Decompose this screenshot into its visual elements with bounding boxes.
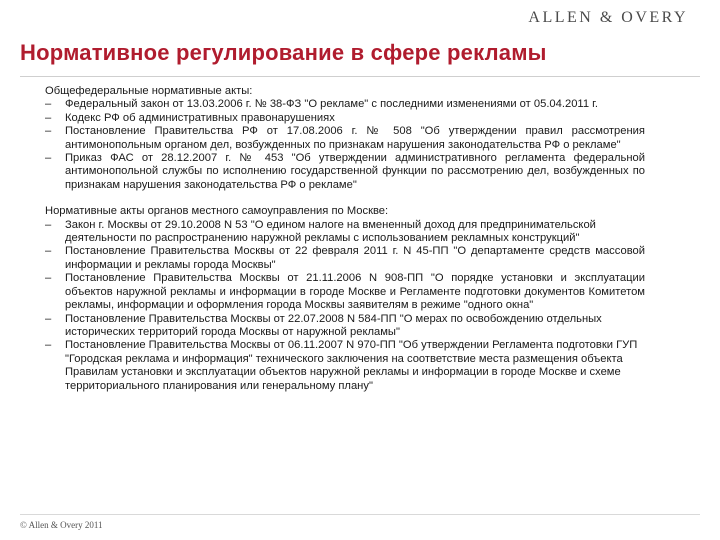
page-title: Нормативное регулирование в сфере рекламы [20,40,547,65]
footer-divider [20,514,700,515]
section-title: Общефедеральные нормативные акты: [45,85,253,97]
list-item: – Кодекс РФ об административных правонарушениях [45,112,645,125]
title-divider [20,76,700,77]
list-item: – Закон г. Москвы от 29.10.2008 N 53 "О едином налоге на вмененный доход для предпринимательской деятельности по распространению наружной рекламы с использованием рекламных конструкций" [45,219,645,246]
list-item: – Постановление Правительства РФ от 17.08.2006 г. № 508 "Об утверждении правил рассмотрения антимонопольным органом дел, возбужденных по признакам нарушения законодательства РФ о рекламе" [45,125,645,152]
list-item: – Постановление Правительства Москвы от 21.11.2006 N 908-ПП "О порядке установки и эксплуатации объектов наружной рекламы и информации в городе Москве и Регламенте подготовки документов Комитетом рекламы, информации и оформления города Москвы заявителям в режиме "одного окна" [45,272,645,312]
list-item: – Федеральный закон от 13.03.2006 г. № 38-ФЗ "О рекламе" с последними изменениями от 05.04.2011 г. [45,98,645,111]
federal-acts-list [45,98,645,192]
moscow-acts-list [45,219,645,393]
federal-acts-section [45,85,645,192]
list-item: – Постановление Правительства Москвы от 06.11.2007 N 970-ПП "Об утверждении Регламента подготовки ГУП "Городская реклама и информация" технического заключения на соответствие места размещения объекта Правилам установки и эксплуатации объектов наружной рекламы и информации в городе Москве и схеме территориального планирования или генеральному плану" [45,339,645,393]
list-item: – Приказ ФАС от 28.12.2007 г. № 453 "Об утверждении административного регламента федеральной антимонопольной службы по исполнению государственной функции по рассмотрению дел, возбужденных по признакам нарушения законодательства РФ о рекламе" [45,152,645,192]
brand-logo: ALLEN & OVERY [528,9,688,26]
footer-copyright: © Allen & Overy 2011 [20,520,103,530]
section-title: Нормативные акты органов местного самоуправления по Москве: [45,205,389,218]
moscow-acts-section [45,205,645,393]
list-item: – Постановление Правительства Москвы от 22 февраля 2011 г. N 45-ПП "О департаменте средств массовой информации и рекламы города Москвы" [45,245,645,272]
list-item: – Постановление Правительства Москвы от 22.07.2008 N 584-ПП "О мерах по освобождению отдельных исторических территорий города Москвы от наружной рекламы" [45,313,645,340]
content-body [45,85,645,406]
